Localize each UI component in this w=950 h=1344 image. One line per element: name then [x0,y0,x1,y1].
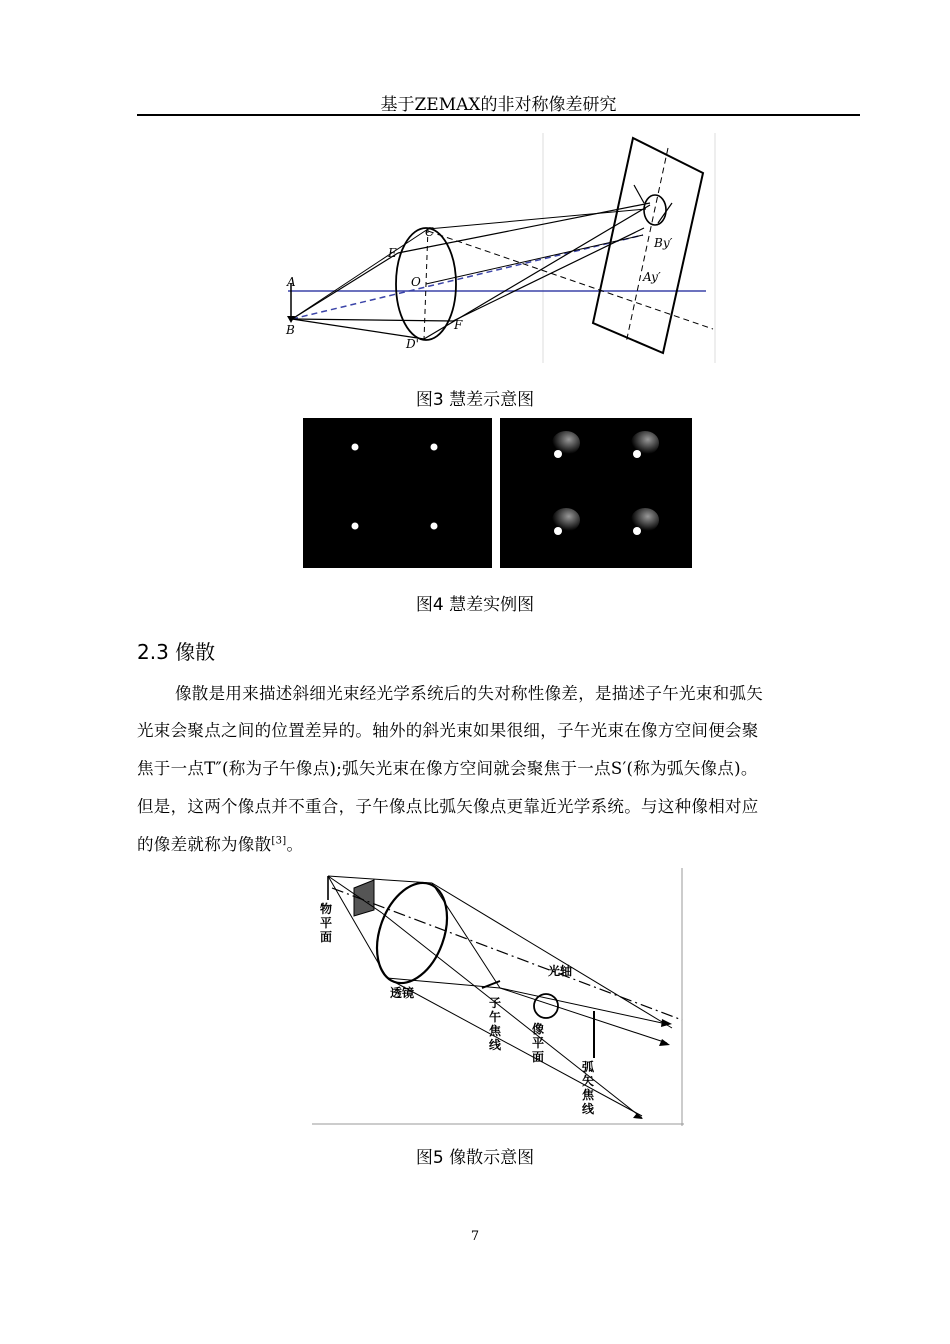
label-image-plane-3: 面 [532,1050,545,1064]
label-axis: 光轴 [548,964,573,978]
label-sagittal-3: 焦 [582,1088,595,1102]
paragraph-line-4: 但是，这两个像点并不重合，子午像点比弧矢像点更靠近光学系统。与这种像相对应 [137,797,759,816]
citation-ref: [3] [271,835,287,847]
paragraph-line-5-end: 。 [286,835,304,854]
label-b: B [286,323,295,337]
page-header: 基于ZEMAX的非对称像差研究 [380,95,617,115]
label-image-plane-1: 像 [532,1022,545,1036]
label-sagittal-4: 线 [582,1102,595,1116]
label-e: E [388,246,397,260]
label-by: By′ [654,236,673,250]
label-meridional-3: 焦 [489,1024,502,1038]
label-meridional-2: 午 [489,1010,502,1024]
paragraph-line-5-text: 的像差就称为像散 [137,835,272,854]
page-number: 7 [470,1229,480,1244]
label-o: O [411,275,421,289]
header-rule [137,114,860,116]
paragraph-line-5 [137,831,303,855]
figure-4-coma-example [303,418,692,568]
label-meridional-4: 线 [489,1038,502,1052]
figure-3-caption: 图3 慧差示意图 [415,390,535,410]
label-sagittal-1: 弧 [582,1060,595,1074]
label-object-plane-2: 平 [320,916,333,930]
label-d: D' [406,337,419,351]
figure-5-caption: 图5 像散示意图 [415,1148,535,1168]
label-lens: 透镜 [390,986,415,1000]
figure-5-astigmatism-diagram [312,868,684,1126]
paragraph-line-3: 焦于一点T″(称为子午像点);弧矢光束在像方空间就会聚焦于一点S′(称为弧矢像点)。 [137,759,758,778]
figure-4-caption: 图4 慧差实例图 [415,595,535,615]
label-image-plane-2: 平 [532,1036,545,1050]
paragraph-line-2: 光束会聚点之间的位置差异的。轴外的斜光束如果很细，子午光束在像方空间便会聚 [137,721,759,740]
label-meridional-1: 子 [489,996,502,1010]
paragraph-line-1: 像散是用来描述斜细光束经光学系统后的失对称性像差，是描述子午光束和弧矢 [175,684,763,703]
section-title: 2.3 像散 [137,640,216,664]
label-object-plane-3: 面 [320,930,333,944]
label-sagittal-2: 矢 [582,1074,595,1088]
label-object-plane-1: 物 [320,902,333,916]
label-ay: Ay′ [643,270,661,284]
label-a: A [287,275,296,289]
figure-3-coma-diagram [278,133,720,363]
label-f: F [454,318,463,332]
label-c: C [425,225,435,239]
